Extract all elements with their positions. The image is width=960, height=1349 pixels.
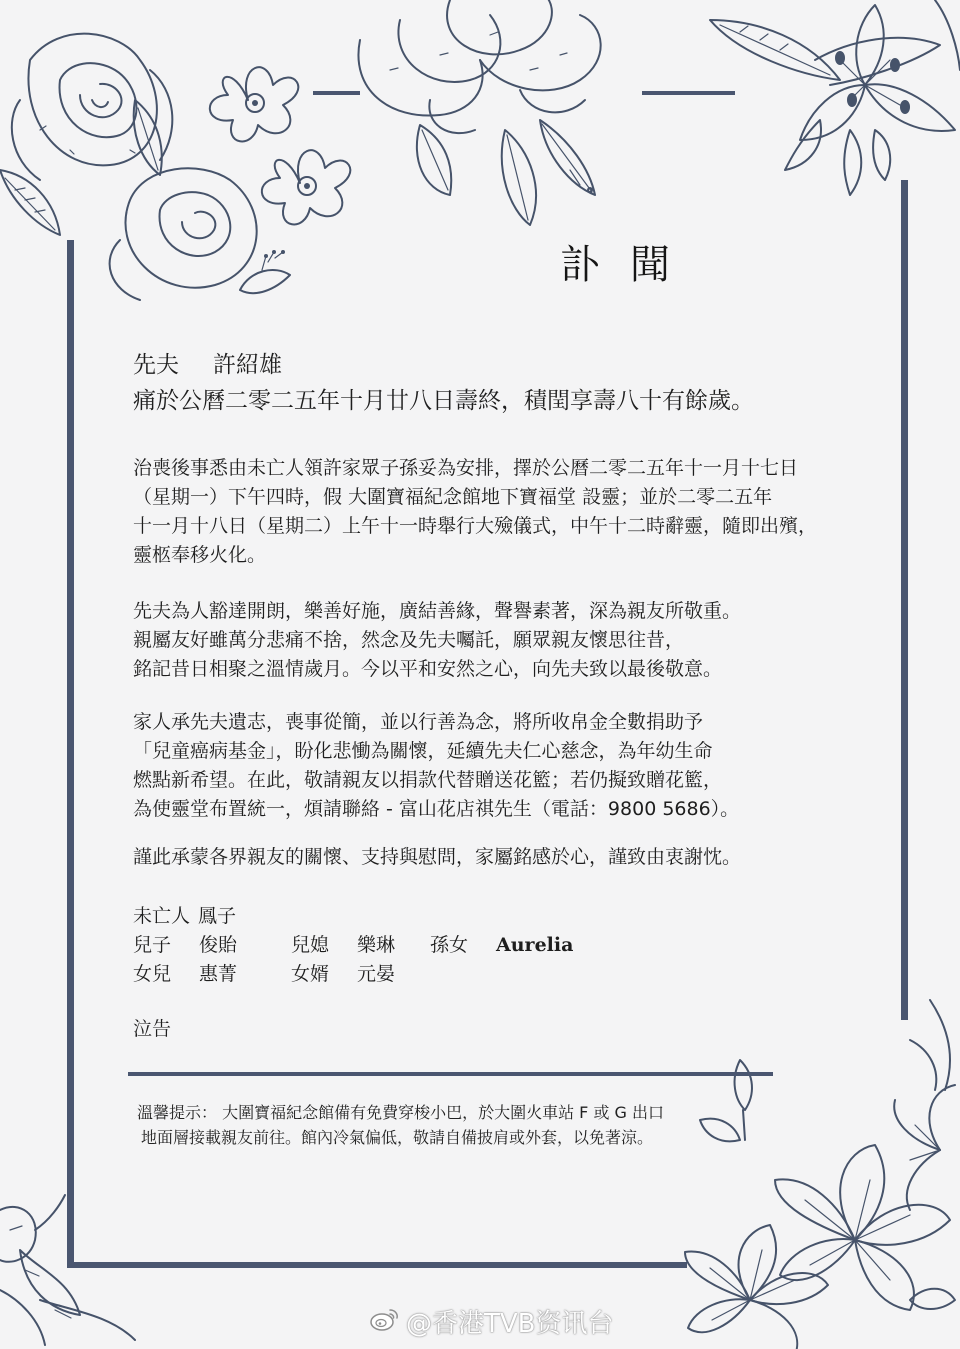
paragraph-funeral-arrangements <box>133 454 817 570</box>
section-divider <box>128 1072 773 1076</box>
family-relation: 孫女 <box>430 934 469 956</box>
paragraph-line: 銘記昔日相聚之溫情歲月。今以平和安然之心，向先夫致以最後敬意。 <box>133 658 723 680</box>
family-name: 元晏 <box>357 963 396 985</box>
deceased-name: 許紹雄 <box>213 352 282 378</box>
family-name: Aurelia <box>496 934 574 956</box>
family-relation: 兒子 <box>133 934 172 956</box>
family-name: 俊貽 <box>199 934 238 956</box>
family-relation: 未亡人 <box>133 905 191 927</box>
family-name: 樂琳 <box>357 934 396 956</box>
paragraph-donation <box>133 708 739 824</box>
family-relation: 兒媳 <box>291 934 330 956</box>
frame-right-border <box>901 180 908 1020</box>
frame-top-segment-left <box>313 91 360 95</box>
note-line: 地面層接載親友前往。館內冷氣偏低，敬請自備披肩或外套，以免著涼。 <box>141 1128 654 1147</box>
paragraph-line: 治喪後事悉由未亡人領許家眾子孫妥為安排，擇於公曆二零二五年十一月十七日 <box>133 457 799 479</box>
frame-bottom-border <box>67 1262 687 1268</box>
paragraph-line: 為使靈堂布置統一，煩請聯絡 - 富山花店祺先生（電話：9800 5686）。 <box>133 798 740 820</box>
family-list <box>133 902 573 989</box>
family-row-widow <box>133 902 573 931</box>
paragraph-line: 「兒童癌病基金」，盼化悲慟為關懷，延續先夫仁心慈念，為年幼生命 <box>133 740 713 762</box>
death-notice: 痛於公曆二零二五年十月廿八日壽終，積閏享壽八十有餘歲。 <box>133 388 754 414</box>
family-name: 鳳子 <box>198 905 237 927</box>
family-row <box>133 931 573 960</box>
watermark <box>370 1303 614 1340</box>
page-title: 訃聞 <box>560 242 700 288</box>
paragraph-line: 家人承先夫遺志，喪事從簡，並以行善為念，將所收帛金全數捐助予 <box>133 711 704 733</box>
signoff: 泣告 <box>133 1018 172 1040</box>
frame-left-border <box>67 240 74 1268</box>
floral-peony-top-center-icon <box>330 0 630 230</box>
watermark-text: @香港TVB资讯台 <box>406 1309 614 1339</box>
family-relation: 女婿 <box>291 963 330 985</box>
reminder-note <box>137 1100 664 1150</box>
weibo-icon <box>370 1306 400 1338</box>
paragraph-line: 十一月十八日（星期二）上午十一時舉行大殮儀式，中午十二時辭靈，隨即出殯， <box>133 515 818 537</box>
paragraph-line: 燃點新希望。在此，敬請親友以捐款代替贈送花籃；若仍擬致贈花籃， <box>133 769 723 791</box>
family-row <box>133 960 573 989</box>
paragraph-thanks <box>133 843 741 872</box>
deceased-line <box>133 350 282 380</box>
frame-top-segment-right <box>642 91 735 95</box>
paragraph-line: 靈柩奉移火化。 <box>133 544 267 566</box>
paragraph-tribute <box>133 597 741 684</box>
floral-lily-top-right-icon <box>700 0 960 240</box>
floral-bottom-right-icon <box>640 1000 960 1345</box>
paragraph-line: 親屬友好雖萬分悲痛不捨，然念及先夫囑託，願眾親友懷思往昔， <box>133 629 685 651</box>
paragraph-line: 謹此承蒙各界親友的關懷、支持與慰問，家屬銘感於心，謹致由衷謝忱。 <box>133 846 742 868</box>
deceased-relation: 先夫 <box>133 352 179 378</box>
family-relation: 女兒 <box>133 963 172 985</box>
family-name: 惠菁 <box>199 963 238 985</box>
paragraph-line: （星期一）下午四時，假 大圍寶福紀念館地下寶福堂 設靈；並於二零二五年 <box>133 486 773 508</box>
note-line: 溫馨提示： 大圍寶福紀念館備有免費穿梭小巴，於大圍火車站 F 或 G 出口 <box>137 1103 665 1122</box>
floral-rose-top-left-icon <box>0 0 330 320</box>
paragraph-line: 先夫為人豁達開朗，樂善好施，廣結善緣，聲譽素著，深為親友所敬重。 <box>133 600 742 622</box>
